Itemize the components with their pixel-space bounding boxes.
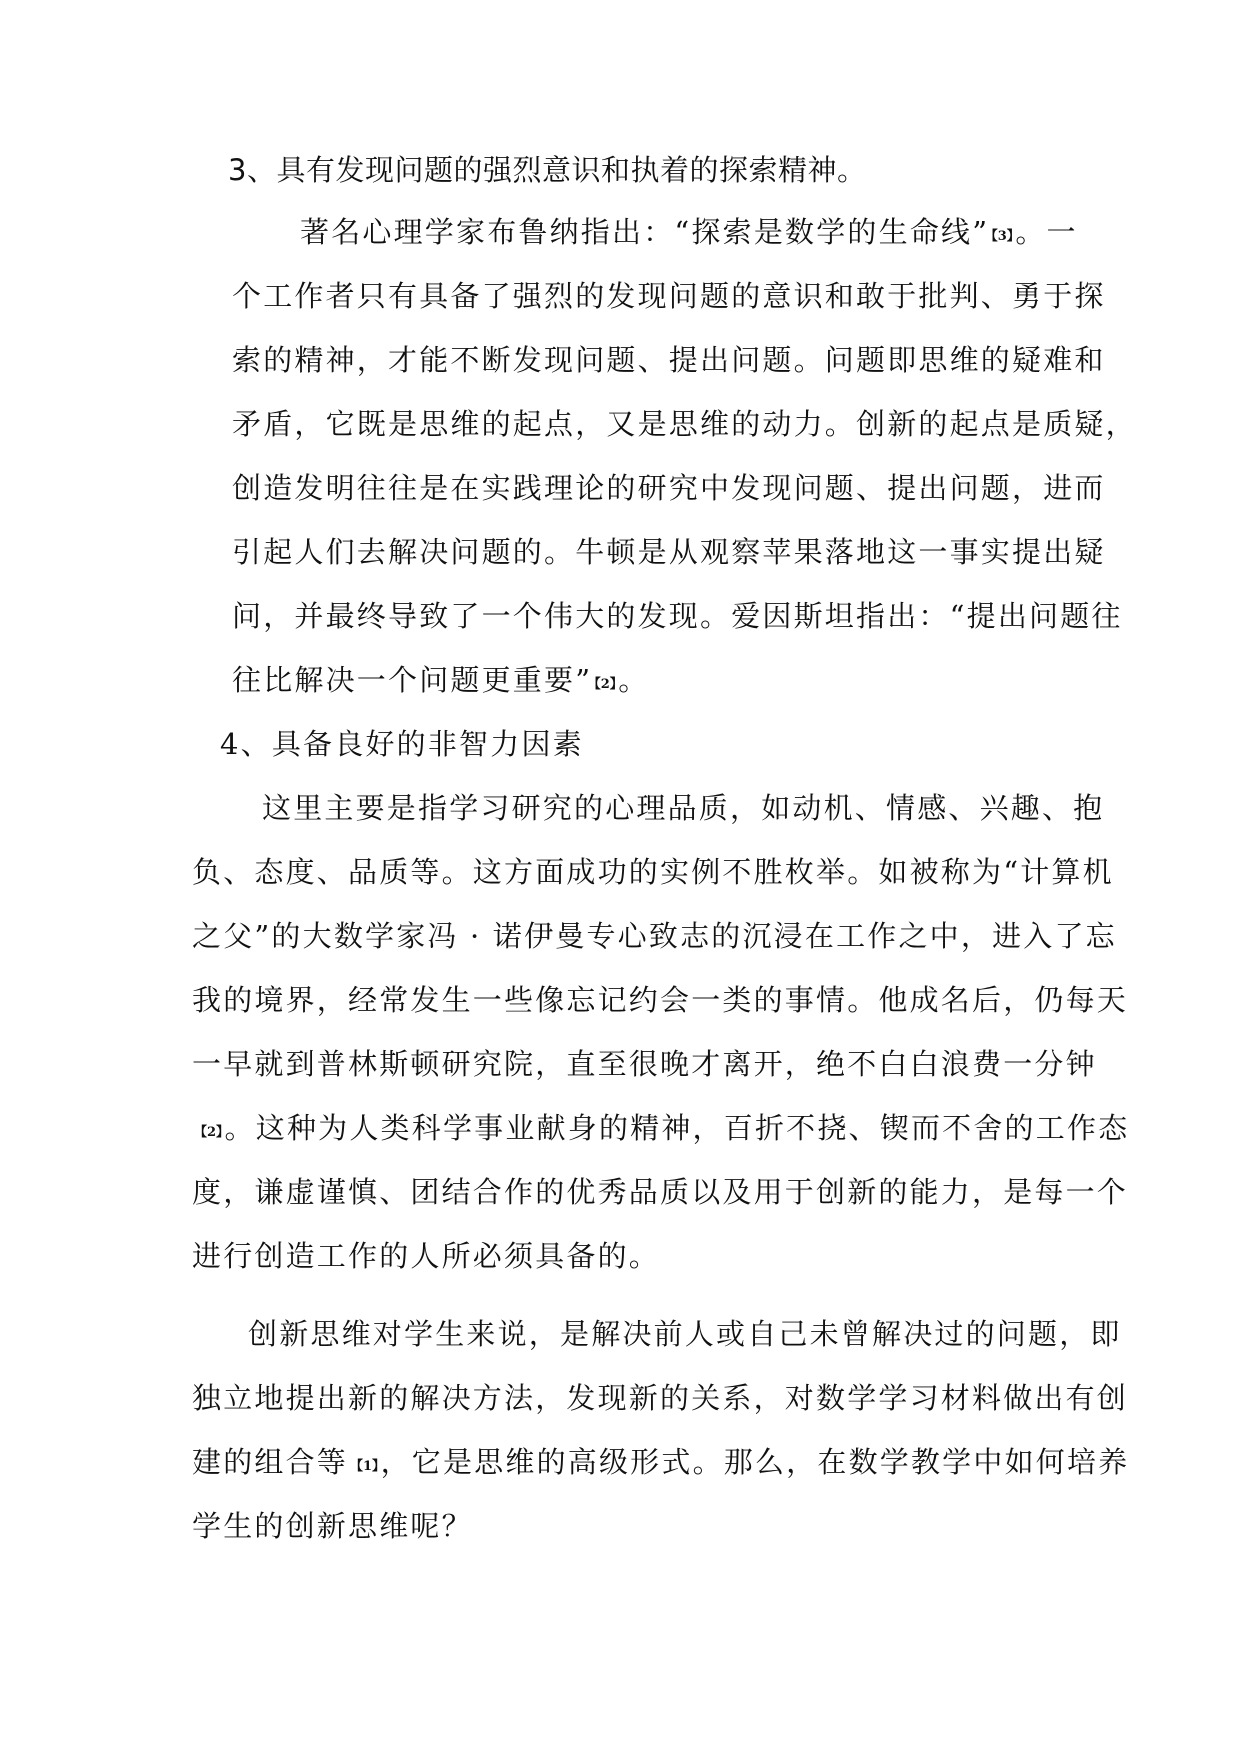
paragraph-2-line-6 <box>192 1108 1129 1153</box>
citation-marker: 【3】 <box>991 229 1014 244</box>
text: 建的组合等 <box>192 1445 349 1479</box>
paragraph-1-line-3: 索的精神，才能不断发现问题、提出问题。问题即思维的疑难和 <box>232 343 1106 377</box>
paragraph-1-line-5: 创造发明往往是在实践理论的研究中发现问题、提出问题，进而 <box>232 471 1106 505</box>
text: ，它是思维的高级形式。那么，在数学教学中如何培养 <box>380 1445 1130 1479</box>
paragraph-2-line-4: 我的境界，经常发生一些像忘记约会一类的事情。他成名后，仍每天 <box>192 983 1129 1017</box>
citation-marker: 【1】 <box>350 1459 379 1474</box>
paragraph-1-line-7: 问，并最终导致了一个伟大的发现。爱因斯坦指出：“提出问题往 <box>232 599 1123 633</box>
paragraph-2-line-8: 进行创造工作的人所必须具备的。 <box>192 1239 661 1273</box>
paragraph-2-line-1: 这里主要是指学习研究的心理品质，如动机、情感、兴趣、抱 <box>262 791 1105 825</box>
citation-marker: 【2】 <box>194 1125 223 1140</box>
paragraph-2-line-5: 一早就到普林斯顿研究院，直至很晚才离开，绝不白白浪费一分钟 <box>192 1047 1097 1081</box>
citation-marker: 【2】 <box>594 677 617 692</box>
paragraph-1-line-8 <box>232 660 649 705</box>
paragraph-3-line-4: 学生的创新思维呢？ <box>192 1509 473 1543</box>
paragraph-1-line-4: 矛盾，它既是思维的起点，又是思维的动力。创新的起点是质疑， <box>232 407 1137 441</box>
text: 著名心理学家布鲁纳指出：“探索是数学的生命线” <box>300 215 990 249</box>
paragraph-3-line-1: 创新思维对学生来说，是解决前人或自己未曾解决过的问题，即 <box>248 1317 1122 1351</box>
text: 。这种为人类科学事业献身的精神，百折不挠、锲而不舍的工作态 <box>224 1111 1130 1145</box>
paragraph-2-line-7: 度，谦虚谨慎、团结合作的优秀品质以及用于创新的能力，是每一个 <box>192 1175 1129 1209</box>
section-heading-4: 4、具备良好的非智力因素 <box>220 727 584 761</box>
paragraph-3-line-3 <box>192 1442 1129 1487</box>
paragraph-2-line-2: 负、态度、品质等。这方面成功的实例不胜枚举。如被称为“计算机 <box>192 855 1114 889</box>
text: 。一 <box>1015 215 1078 249</box>
paragraph-1-line-1 <box>300 212 1078 257</box>
text: 往比解决一个问题更重要” <box>232 663 593 697</box>
paragraph-2-line-3: 之父”的大数学家冯 · 诺伊曼专心致志的沉浸在工作之中，进入了忘 <box>192 919 1117 953</box>
section-heading-3: 3、具有发现问题的强烈意识和执着的探索精神。 <box>228 153 867 187</box>
paragraph-1-line-2: 个工作者只有具备了强烈的发现问题的意识和敢于批判、勇于探 <box>232 279 1106 313</box>
paragraph-1-line-6: 引起人们去解决问题的。牛顿是从观察苹果落地这一事实提出疑 <box>232 535 1106 569</box>
paragraph-3-line-2: 独立地提出新的解决方法，发现新的关系，对数学学习材料做出有创 <box>192 1381 1129 1415</box>
text: 。 <box>618 663 650 697</box>
